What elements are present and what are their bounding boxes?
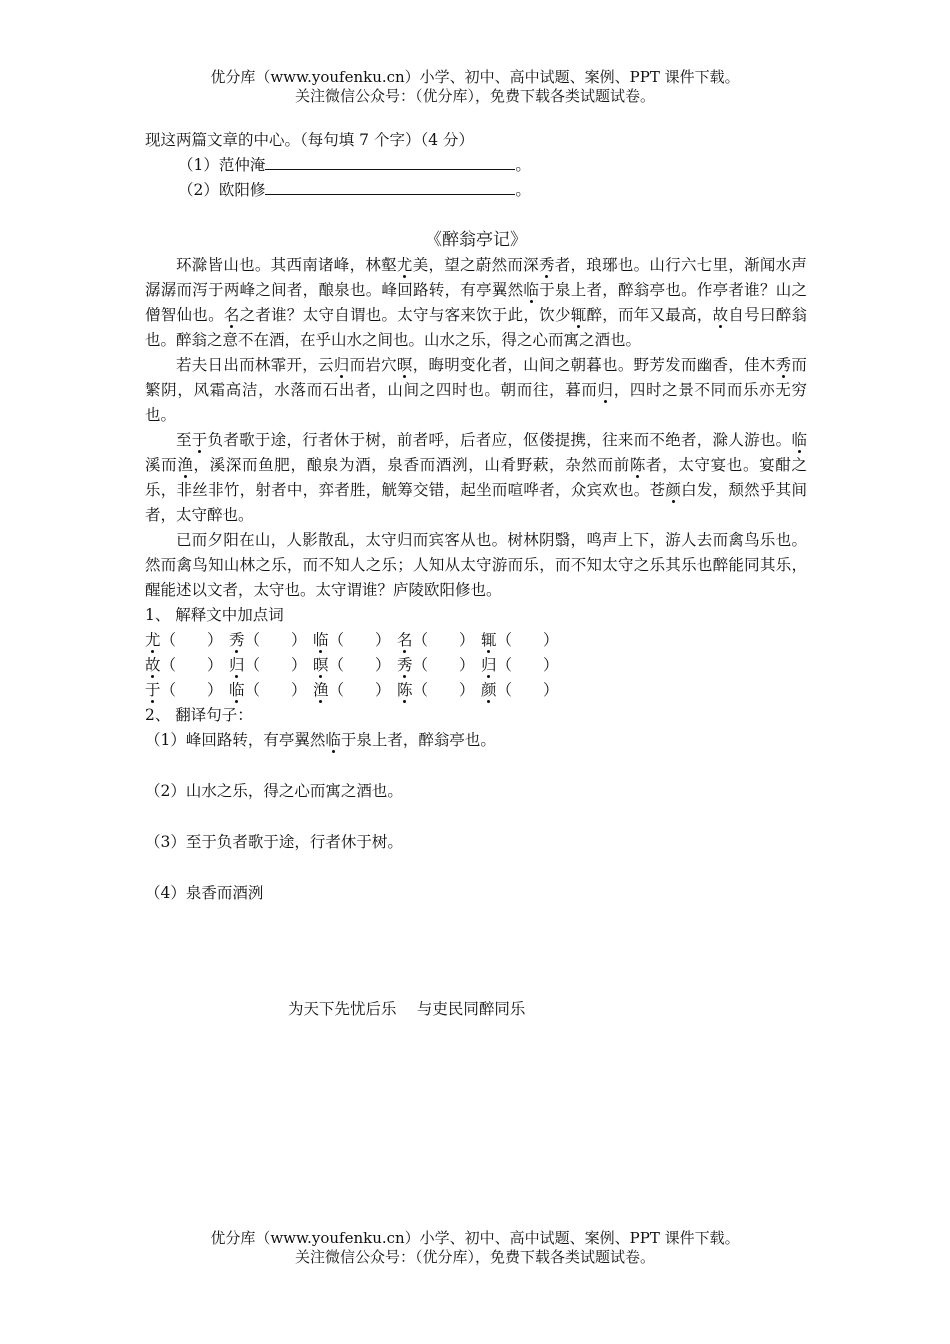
dotted-char: 颜 (665, 481, 682, 499)
q1-row (145, 678, 807, 703)
answer-paren[interactable]: （ ） (160, 656, 223, 674)
text-run: 于泉上者，醉翁亭也。作亭者谁？山之僧智仙也。 (145, 281, 807, 324)
header-line-1: 优分库（www.youfenku.cn）小学、初中、高中试题、案例、PPT 课件下载。 (210, 68, 740, 86)
footer-line-2: 关注微信公众号：（优分库），免费下载各类试题试卷。 (294, 1248, 655, 1266)
text-run: 负者歌于途，行者休于树，前者呼，后者应，伛偻提携，往来而不绝者，滁人游也。 (207, 431, 792, 449)
text-run: 若夫日出而林霏开，云 (176, 356, 334, 374)
dotted-char: 暝 (313, 656, 329, 674)
answer-paren[interactable]: （ ） (412, 656, 475, 674)
dotted-char: 归 (333, 356, 350, 374)
answer-paren[interactable]: （ ） (244, 681, 307, 699)
q1-item (313, 628, 397, 653)
dotted-char: 渔 (177, 456, 194, 474)
answer-paren[interactable]: （ ） (412, 631, 475, 649)
dotted-char: 归 (597, 381, 614, 399)
header-line-2: 关注微信公众号：（优分库），免费下载各类试题试卷。 (294, 87, 655, 105)
dotted-char: 临 (523, 281, 540, 299)
dotted-char: 秀 (229, 631, 245, 649)
answer-line-ouyang: （2）欧阳修 。 (178, 181, 531, 199)
main-content (145, 128, 807, 906)
text-run: 白发，颓然乎其间者，太守醉也。 (145, 481, 807, 524)
text-run: 环滁皆山也。其西南诸峰，林壑 (176, 256, 397, 274)
q1-item (397, 678, 481, 703)
answer-paren[interactable]: （ ） (244, 631, 307, 649)
q1-row (145, 628, 807, 653)
essay-paragraph-4: 已而夕阳在山，人影散乱，太守归而宾客从也。树林阴翳，鸣声上下，游人去而禽鸟乐也。然而禽鸟知山林之乐，而不知人之乐；人知从太守游而乐，而不知太守之乐其乐也醉能同其乐，醒能述以文者，太守也。太守谓谁？庐陵欧阳修也。 (145, 531, 807, 599)
text-run: 之者谁？太守自谓也。太守与客来饮于此，饮少 (239, 306, 571, 324)
dotted-char: 归 (481, 656, 497, 674)
dotted-char: 临 (313, 631, 329, 649)
top-question-instruction: 现这两篇文章的中心。（每句填 7 个字）（4 分） (145, 131, 475, 149)
answer-paren[interactable]: （ ） (328, 631, 391, 649)
dotted-char: 暝 (396, 356, 413, 374)
footer-line-1: 优分库（www.youfenku.cn）小学、初中、高中试题、案例、PPT 课件下载。 (210, 1229, 740, 1247)
dotted-char: 尤 (396, 256, 413, 274)
q1-item (313, 678, 397, 703)
answer-paren[interactable]: （ ） (244, 656, 307, 674)
answer-paren[interactable]: （ ） (328, 656, 391, 674)
answer-paren[interactable]: （ ） (412, 681, 475, 699)
text-run: 溪而 (145, 456, 178, 474)
q1-item (229, 653, 313, 678)
text-run: 而繁阴，风霜高洁，水落而石出者，山间之四时也。朝而往，暮而 (145, 356, 807, 399)
text-run: 者，太守宴也。宴酣之乐，非丝非竹，射者中，弈者胜，觥筹交错，起坐而喧哗者，众宾欢也。苍 (145, 456, 807, 499)
answer-paren[interactable]: （ ） (328, 681, 391, 699)
essay-paragraph-2 (145, 353, 807, 428)
text-run: ，四时之景不同而乐亦无穷也。 (145, 381, 807, 424)
page-footer (0, 1229, 950, 1267)
answer-paren[interactable]: （ ） (496, 656, 559, 674)
q1-item (481, 678, 565, 703)
answer-blank-fan[interactable] (265, 154, 515, 170)
answer-label-fan: （1）范仲淹 (178, 156, 266, 174)
q2-heading: 2、 翻译句子： (145, 706, 253, 724)
answer-paren[interactable]: （ ） (496, 681, 559, 699)
dotted-char: 临 (791, 431, 807, 449)
q1-item (397, 653, 481, 678)
dotted-char: 故 (712, 306, 729, 324)
dotted-char: 渔 (313, 681, 329, 699)
dotted-char: 陈 (629, 456, 647, 474)
answer-blank-ouyang[interactable] (265, 179, 515, 195)
motto-line: 为天下先忧后乐 与吏民同醉同乐 (288, 1000, 526, 1018)
q1-item (481, 628, 565, 653)
text-run: ，晦明变化者，山间之朝暮也。野芳发而幽香，佳木 (412, 356, 776, 374)
q1-item (145, 653, 229, 678)
dotted-char: 秀 (397, 656, 413, 674)
q2-sentence-3: （3）至于负者歌于途，行者休于树。 (145, 833, 403, 851)
dotted-char: 辄 (481, 631, 497, 649)
dotted-char: 于 (145, 681, 161, 699)
dotted-char: 颜 (481, 681, 497, 699)
answer-label-ouyang: （2）欧阳修 (178, 181, 266, 199)
essay-paragraph-1 (145, 253, 807, 353)
answer-paren[interactable]: （ ） (160, 681, 223, 699)
dotted-char: 辄 (570, 306, 587, 324)
dotted-char: 陈 (397, 681, 413, 699)
dotted-char: 临 (325, 731, 341, 749)
q1-item (229, 678, 313, 703)
text-run: 而岩穴 (349, 356, 397, 374)
dotted-char: 名 (223, 306, 240, 324)
text-run: 至 (176, 431, 192, 449)
q2-sentence-1: （1）峰回路转，有亭翼然临于泉上者，醉翁亭也。 (145, 731, 496, 749)
q2-sentence-2: （2）山水之乐，得之心而寓之酒也。 (145, 782, 403, 800)
q1-item (229, 628, 313, 653)
answer-line-fan: （1）范仲淹 。 (178, 156, 531, 174)
text-run: 醉，而年又最高， (586, 306, 713, 324)
q1-item (313, 653, 397, 678)
dotted-char: 临 (229, 681, 245, 699)
essay-paragraph-3 (145, 428, 807, 528)
q1-item (397, 628, 481, 653)
page-header (0, 68, 950, 106)
text-run: 美，望之蔚然而深 (412, 256, 539, 274)
essay-title: 《醉翁亭记》 (425, 230, 527, 250)
answer-paren[interactable]: （ ） (496, 631, 559, 649)
dotted-char: 于 (191, 431, 208, 449)
q1-item (145, 628, 229, 653)
dotted-char: 尤 (145, 631, 161, 649)
dotted-char: 故 (145, 656, 161, 674)
q1-heading: 1、 解释文中加点词 (145, 606, 284, 624)
q1-item (481, 653, 565, 678)
q1-word-grid (145, 628, 807, 703)
dotted-char: 名 (397, 631, 413, 649)
dotted-char: 秀 (538, 256, 555, 274)
q1-row (145, 653, 807, 678)
q1-item (145, 678, 229, 703)
q2-sentence-4: （4）泉香而酒洌 (145, 884, 264, 902)
dotted-char: 秀 (775, 356, 792, 374)
text-run: ，溪深而鱼肥，酿泉为酒，泉香而酒洌，山肴野蔌，杂然而前 (193, 456, 630, 474)
text-run: 自号曰醉翁也。醉翁之意不在酒，在乎山水之间也。山水之乐，得之心而寓之酒也。 (145, 306, 807, 349)
answer-paren[interactable]: （ ） (160, 631, 223, 649)
dotted-char: 归 (229, 656, 245, 674)
text-run: 者，琅琊也。山行六七里，渐闻水声潺潺而泻于两峰之间者，酿泉也。峰回路转，有亭翼然 (145, 256, 807, 299)
